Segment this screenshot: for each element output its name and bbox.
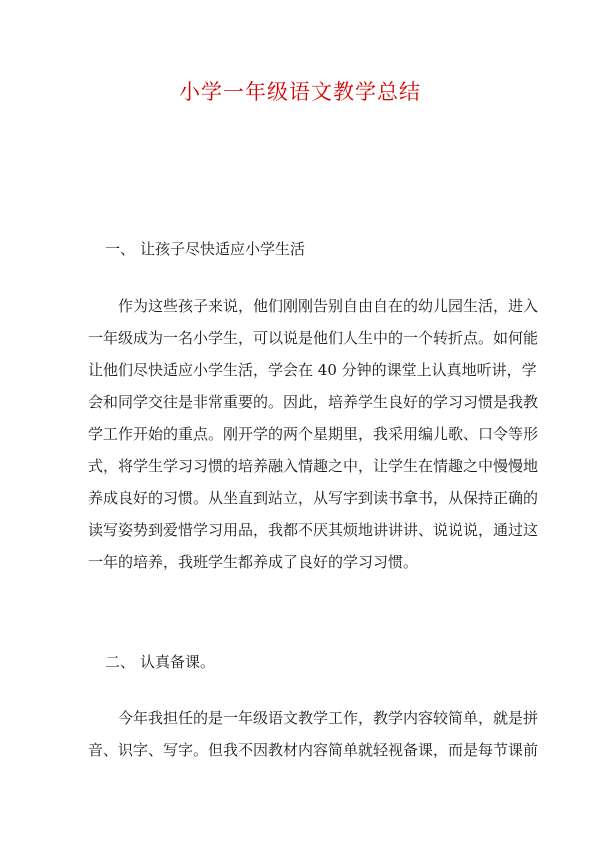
section-heading-1 [105, 238, 305, 259]
document-title: 小学一年级语文教学总结 [179, 80, 421, 104]
paragraph-line: 作为这些孩子来说，他们刚刚告别自由自在的幼儿园生活，进入 [118, 297, 539, 315]
section-heading-2 [105, 651, 215, 672]
paragraph-line: 让他们尽快适应小学生活，学会在 40 分钟的课堂上认真地听讲，学 [88, 361, 537, 379]
paragraph-line: 会和同学交往是非常重要的。因此，培养学生良好的学习习惯是我教 [88, 393, 539, 411]
paragraph-line: 一年的培养，我班学生都养成了良好的学习习惯。 [88, 553, 419, 571]
paragraph-line: 一年级成为一名小学生，可以说是他们人生中的一个转折点。如何能 [88, 329, 539, 347]
paragraph-line: 式，将学生学习习惯的培养融入情趣之中，让学生在情趣之中慢慢地 [88, 457, 539, 475]
paragraph-line: 学工作开始的重点。刚开学的两个星期里，我采用编儿歌、口令等形 [88, 425, 539, 443]
section-paragraph-2 [88, 702, 539, 766]
section-number: 一、 [105, 240, 136, 258]
paragraph-line: 今年我担任的是一年级语文教学工作，教学内容较简单，就是拼 [118, 709, 539, 727]
paragraph-line: 读写姿势到爱惜学习用品，我都不厌其烦地讲讲讲、说说说，通过这 [88, 521, 539, 539]
paragraph-line: 音、识字、写字。但我不因教材内容简单就轻视备课，而是每节课前 [88, 741, 539, 759]
paragraph-line: 养成良好的习惯。从坐直到站立，从写字到读书拿书，从保持正确的 [88, 489, 539, 507]
section-heading-text: 认真备课。 [140, 653, 216, 671]
section-number: 二、 [105, 653, 136, 671]
section-paragraph-1 [88, 290, 539, 578]
section-heading-text: 让孩子尽快适应小学生活 [140, 240, 306, 258]
